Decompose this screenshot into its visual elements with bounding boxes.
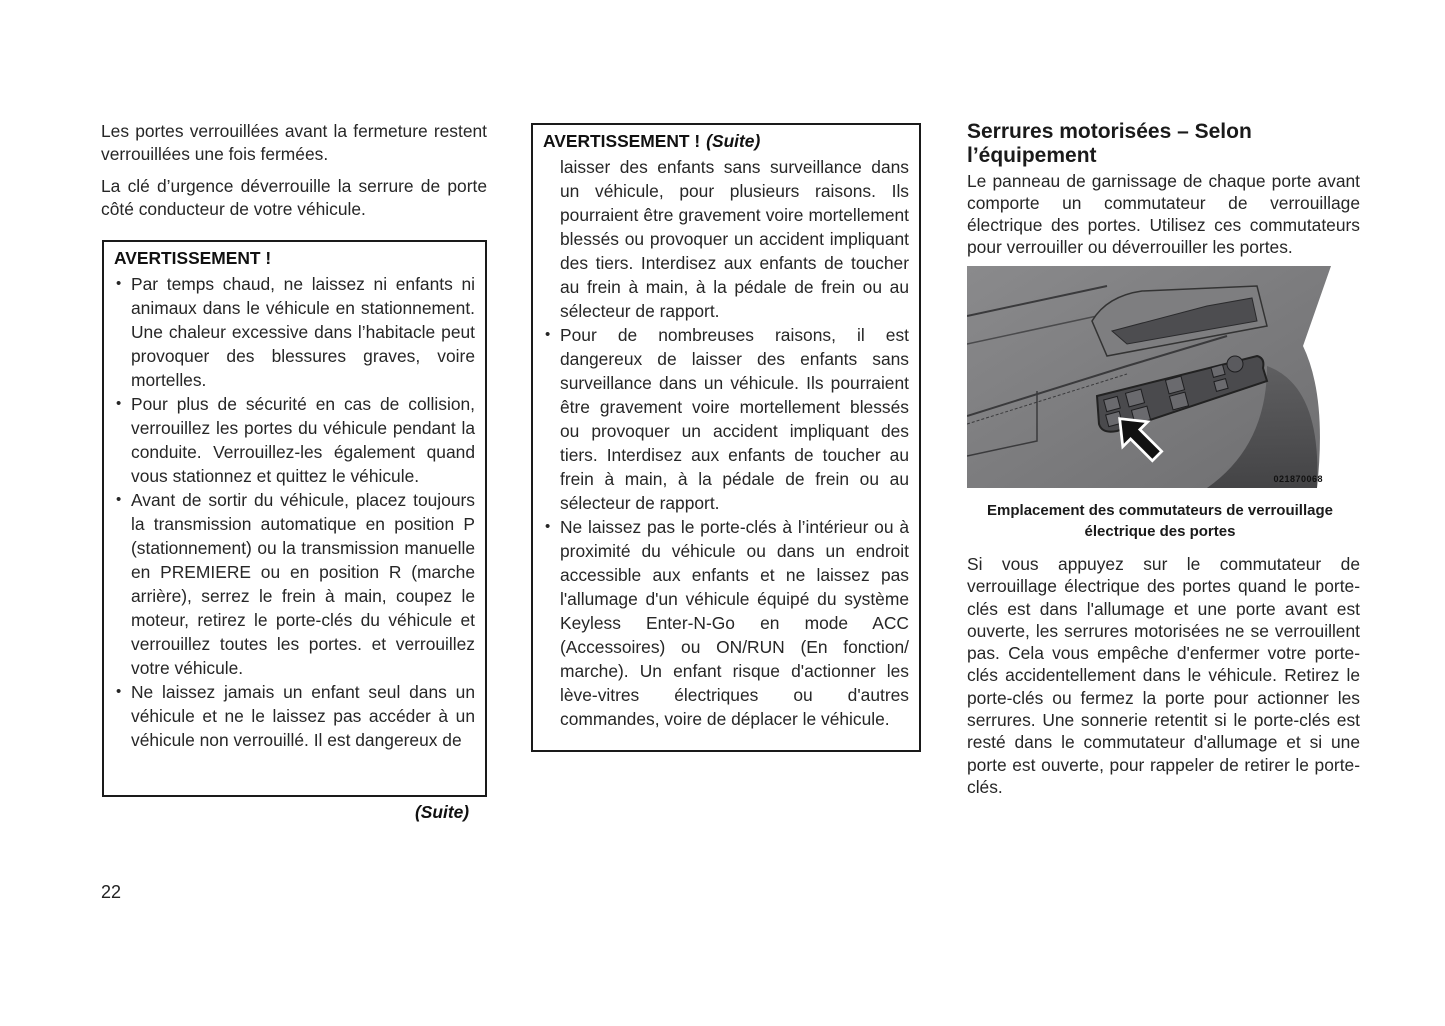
warning-continuation: laisser des enfants sans surveillance dans un véhicule, pour plusieurs raisons. Ils pourraient être gravement voire mortellement blessés ou provoquer un accident impliquant des tiers. Interdisez aux enfants de toucher au frein à main, à la pédale de frein ou au sélecteur de rapport. — [560, 157, 909, 321]
mirror-control — [1227, 356, 1243, 372]
warning-bullet: • Pour plus de sécurité en cas de collision, verrouillez les portes du véhicule pendant la conduite. Verrouillez-les également quand vous stationnez et quittez le véhicule. — [114, 392, 475, 488]
right-column-top — [967, 120, 1360, 258]
warning-bullet-list — [543, 323, 909, 731]
continued-label: (Suite) — [415, 802, 470, 822]
warning-title-text: AVERTISSEMENT ! — [543, 131, 701, 151]
warning-box-left — [102, 240, 487, 797]
warning-bullet: • Ne laissez pas le porte-clés à l’intérieur ou à proximité du véhicule ou dans un endroit accessible aux enfants et ne laissez pas l'allumage d'un véhicule équipé du système Keyless Enter-N-Go en mode ACC (Accessoires) ou ON/RUN (En fonction/ marche). Un enfant risque d'actionner les lève-vitres électriques ou d'autres commandes, voire de déplacer le véhicule. — [543, 515, 909, 731]
warning-bullet-list — [114, 272, 475, 752]
warning-bullet: • Par temps chaud, ne laissez ni enfants ni animaux dans le véhicule en stationnement. Une chaleur excessive dans l’habitacle peut provoquer des blessures graves, voire mortelles. — [114, 272, 475, 392]
paragraph-intro: Le panneau de garnissage de chaque porte avant comporte un commutateur de verrouillage électrique des portes. Utilisez ces commutateurs pour verrouiller ou déverrouiller les portes. — [967, 171, 1360, 257]
paragraph-emergency-key: La clé d’urgence déverrouille la serrure de porte côté conducteur de votre véhicule. — [101, 176, 487, 219]
left-column — [101, 120, 487, 220]
paragraph-locked-doors: Les portes verrouillées avant la fermeture restent verrouillées une fois fermées. — [101, 121, 487, 164]
section-heading: Serrures motorisées – Selon l’équipement — [967, 120, 1252, 167]
warning-title-suffix: (Suite) — [706, 131, 761, 151]
warning-title-text: AVERTISSEMENT ! — [114, 248, 272, 268]
warning-title — [543, 129, 909, 153]
door-panel-illustration — [967, 266, 1331, 488]
right-column-body — [967, 553, 1360, 798]
warning-bullet: • Pour de nombreuses raisons, il est dangereux de laisser des enfants sans surveillance dans un véhicule. Ils pourraient être gravement voire mortellement blessés ou provoquer un accident impliquant des tiers. Interdisez aux enfants de toucher au frein à main, à la pédale de frein ou au sélecteur de rapport. — [543, 323, 909, 515]
figure-caption: Emplacement des commutateurs de verrouillage électrique des portes — [987, 502, 1333, 540]
figure-code: 021870068 — [1273, 474, 1323, 484]
warning-bullet: • Ne laissez jamais un enfant seul dans un véhicule et ne le laissez pas accéder à un véhicule non verrouillé. Il est dangereux de — [114, 680, 475, 752]
warning-title — [114, 246, 475, 270]
warning-bullet: • Avant de sortir du véhicule, placez toujours la transmission automatique en position P (stationnement) ou la transmission manuelle en PREMIERE ou en position R (marche arrière), serrez le frein à main, coupez le moteur, retirez le porte-clés du véhicule et verrouillez toutes les portes. et verrouillez votre véhicule. — [114, 488, 475, 680]
page-number: 22 — [101, 882, 122, 902]
warning-box-middle — [531, 123, 921, 752]
paragraph-lock-behavior: Si vous appuyez sur le commutateur de verrouillage électrique des portes quand le porte-clés est dans l'allumage et une porte avant est ouverte, les serrures motorisées ne se verrouillent pas. Cela vous empêche d'enfermer votre porte-clés accidentellement dans le véhicule. Retirez le porte-clés ou fermez la porte pour actionner les serrures. Une sonnerie retentit si le porte-clés est resté dans le commutateur d'allumage et si une porte est ouverte, pour rappeler de retirer le porte-clés. — [967, 554, 1360, 797]
door-panel-figure — [967, 266, 1331, 488]
